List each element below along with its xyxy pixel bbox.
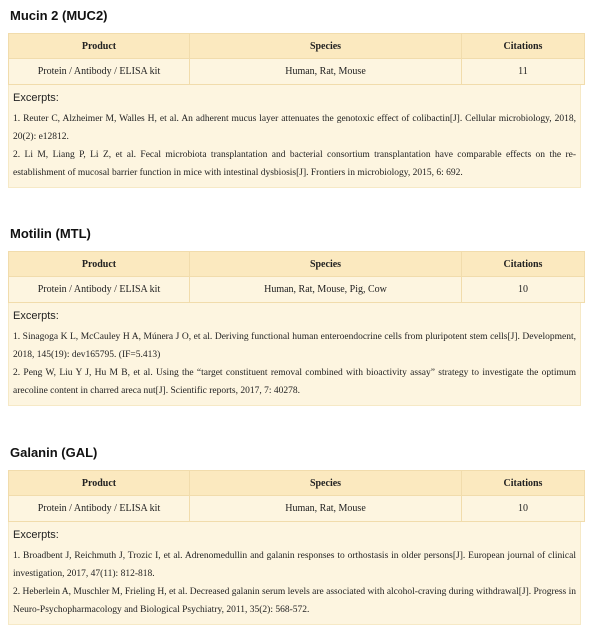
header-product: Product: [9, 471, 190, 496]
reference-item: 2. Heberlein A, Muschler M, Frieling H, et al. Decreased galanin serum levels are associated with alcohol-craving during withdrawal[J]. Progress in Neuro-Psychopharmacology and Biological Psychiatry, 2011, 35(2): 568-572.: [13, 587, 576, 615]
cell-species: Human, Rat, Mouse: [190, 496, 462, 522]
cell-product: Protein / Antibody / ELISA kit: [9, 496, 190, 522]
reference-item: 1. Sinagoga K L, McCauley H A, Múnera J O, et al. Deriving functional human enteroendocrine cells from pluripotent stem cells[J]. Development, 2018, 145(19): dev165795. (IF=5.413): [13, 332, 576, 360]
header-citations: Citations: [462, 34, 585, 59]
header-species: Species: [190, 252, 462, 277]
header-citations: Citations: [462, 471, 585, 496]
table-header-row: [9, 34, 585, 59]
header-citations: Citations: [462, 252, 585, 277]
table-header-row: [9, 471, 585, 496]
reference-item: 2. Li M, Liang P, Li Z, et al. Fecal microbiota transplantation and bacterial consortium transplantation have comparable effects on the re-establishment of mucosal barrier function in mice with intestinal dysbiosis[J]. Frontiers in microbiology, 2015, 6: 692.: [13, 150, 576, 178]
excerpts-label: Excerpts:: [13, 310, 59, 322]
header-species: Species: [190, 34, 462, 59]
header-species: Species: [190, 471, 462, 496]
section-muc2: [8, 8, 581, 188]
header-product: Product: [9, 252, 190, 277]
reference-item: 2. Peng W, Liu Y J, Hu M B, et al. Using the “target constituent removal combined with bioactivity assay” strategy to investigate the optimum arecoline content in charred areca nut[J]. Scientific reports, 2017, 7: 40278.: [13, 368, 576, 396]
product-table: [8, 251, 585, 303]
product-table: [8, 33, 585, 85]
reference-item: 1. Broadbent J, Reichmuth J, Trozic I, et al. Adrenomedullin and galanin responses to orthostasis in older persons[J]. European journal of clinical investigation, 2017, 47(11): 812-818.: [13, 551, 576, 579]
cell-product: Protein / Antibody / ELISA kit: [9, 277, 190, 303]
reference-item: 1. Reuter C, Alzheimer M, Walles H, et al. An adherent mucus layer attenuates the genotoxic effect of colibactin[J]. Cellular microbiology, 2018, 20(2): e12812.: [13, 114, 576, 142]
table-header-row: [9, 252, 585, 277]
cell-citations: 10: [462, 277, 585, 303]
section-mtl: [8, 226, 581, 406]
table-row: [9, 59, 585, 85]
cell-species: Human, Rat, Mouse, Pig, Cow: [190, 277, 462, 303]
excerpts-box: [8, 522, 581, 625]
section-title: Motilin (MTL): [10, 226, 91, 241]
excerpts-label: Excerpts:: [13, 529, 59, 541]
section-gal: [8, 445, 581, 625]
cell-product: Protein / Antibody / ELISA kit: [9, 59, 190, 85]
section-title: Mucin 2 (MUC2): [10, 8, 108, 23]
cell-citations: 11: [462, 59, 585, 85]
cell-species: Human, Rat, Mouse: [190, 59, 462, 85]
table-row: [9, 277, 585, 303]
excerpts-label: Excerpts:: [13, 92, 59, 104]
cell-citations: 10: [462, 496, 585, 522]
table-row: [9, 496, 585, 522]
excerpts-box: [8, 303, 581, 406]
product-table: [8, 470, 585, 522]
header-product: Product: [9, 34, 190, 59]
section-title: Galanin (GAL): [10, 445, 98, 460]
excerpts-box: [8, 85, 581, 188]
